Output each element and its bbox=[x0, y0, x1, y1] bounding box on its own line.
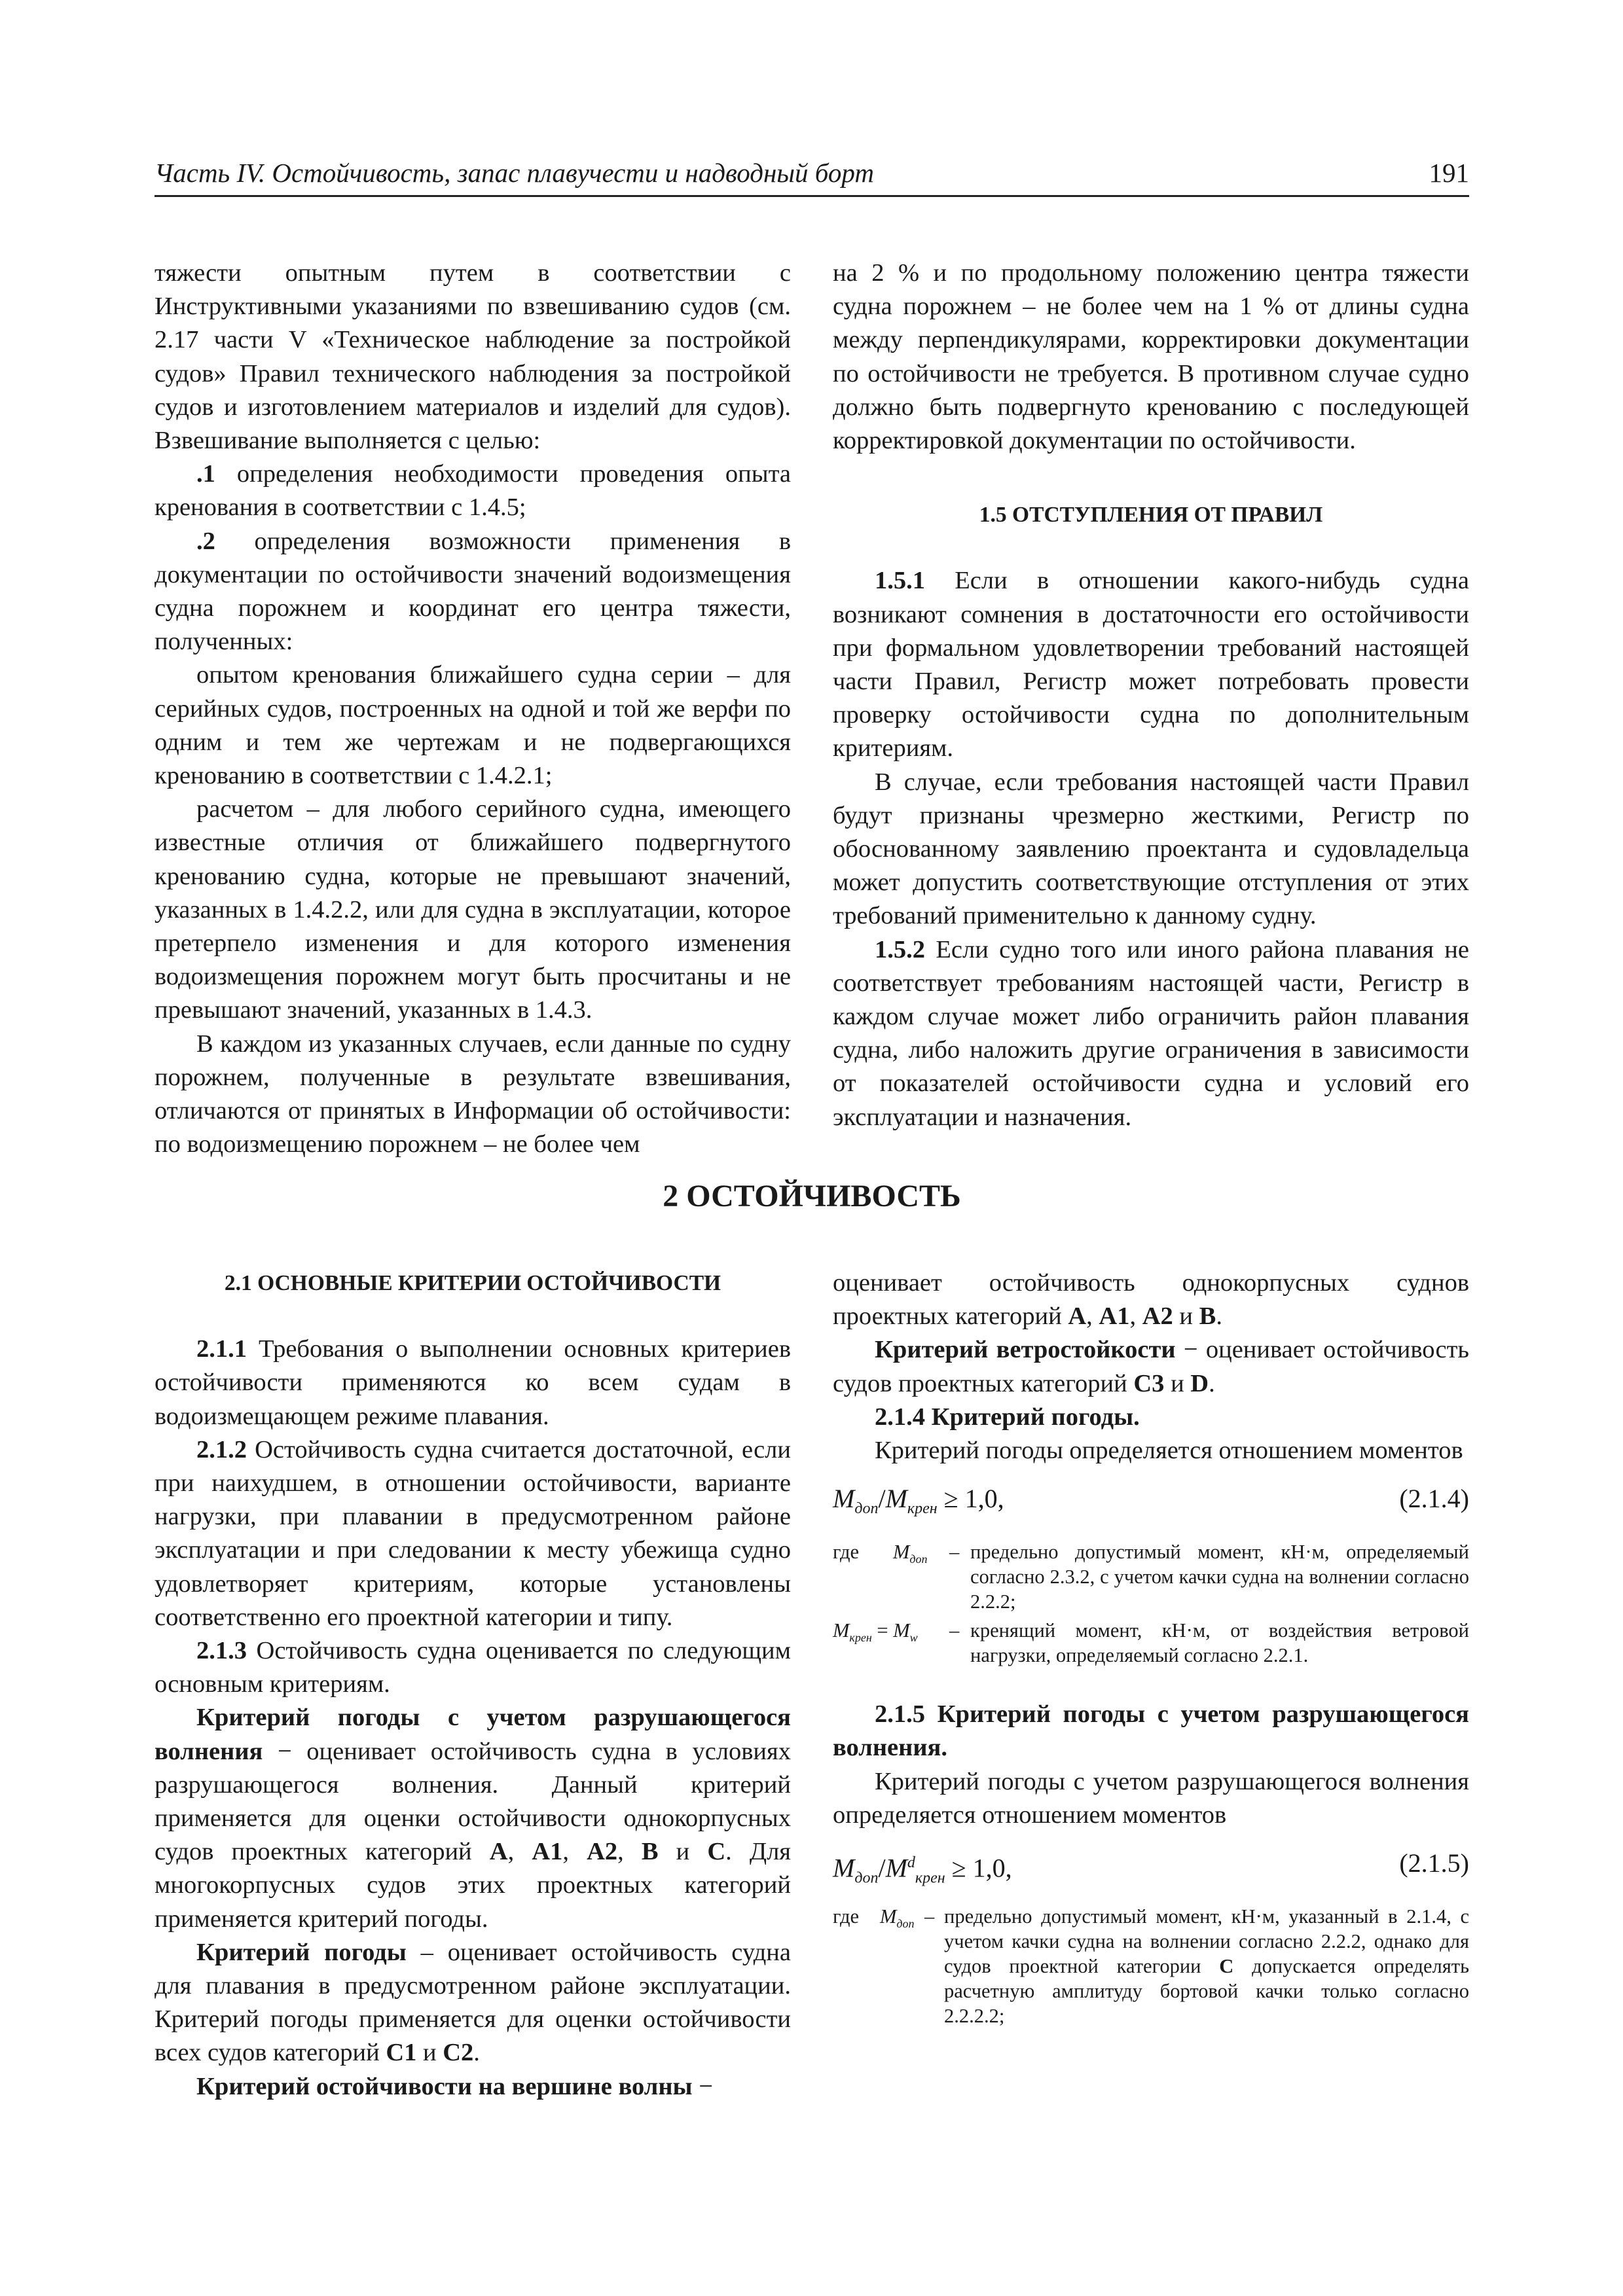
formula-symbol: M bbox=[833, 1853, 855, 1883]
formula-expression bbox=[833, 1846, 1012, 1895]
formula-subscript: w bbox=[909, 1631, 918, 1645]
formula-2-1-4 bbox=[833, 1482, 1469, 1520]
separator: . bbox=[1216, 1302, 1222, 1331]
separator: и bbox=[658, 1838, 708, 1866]
top-right-column bbox=[833, 257, 1469, 1134]
category-label: D bbox=[1190, 1369, 1209, 1397]
formula-2-1-5 bbox=[833, 1846, 1469, 1887]
category-label: A1 bbox=[1099, 1302, 1130, 1331]
formula-expression bbox=[833, 1482, 1004, 1526]
equation-number: (2.1.5) bbox=[1399, 1848, 1469, 1878]
where-symbol bbox=[833, 1618, 918, 1650]
category-label: B bbox=[641, 1838, 659, 1866]
separator: , bbox=[617, 1838, 642, 1866]
criterion-title: Критерий остойчивости на вершине волны bbox=[196, 2072, 693, 2100]
clause-number: 2.1.1 bbox=[196, 1335, 247, 1363]
separator: и bbox=[1164, 1369, 1191, 1397]
formula-symbol: M bbox=[833, 1619, 850, 1642]
clause-number: 2.1.2 bbox=[196, 1435, 247, 1463]
criterion-title: Критерий ветростойкости bbox=[875, 1336, 1176, 1364]
definition-text: предельно допустимый момент, кН·м, определяемый согласно 2.3.2, с учетом качки судна на волнении согласно 2.2.2; bbox=[970, 1541, 1469, 1613]
page-number: 191 bbox=[1429, 158, 1469, 188]
separator: , bbox=[1129, 1302, 1142, 1331]
formula-relation: ≥ 1,0, bbox=[937, 1484, 1004, 1514]
paragraph bbox=[155, 2070, 791, 2104]
separator: , bbox=[1086, 1302, 1099, 1331]
formula-operator: / bbox=[878, 1853, 886, 1883]
formula-symbol: M bbox=[880, 1905, 897, 1928]
list-item bbox=[155, 457, 791, 524]
paragraph bbox=[155, 1936, 791, 2070]
formula-subscript: доп bbox=[854, 1500, 879, 1518]
paragraph: расчетом – для любого серийного судна, имеющего известные отличия от ближайшего подвергнутого кренованию судна, которые не превышают значений, указанных в 1.4.2.2, или для судна в эксплуатации, которое претерпело изменения и для которого изменения водоизмещения порожнем могут быть просчитаны и не превышают значений, указанных в 1.4.3. bbox=[155, 795, 791, 1024]
clause-number: 2.1.3 bbox=[196, 1637, 247, 1665]
formula-subscript: крен bbox=[907, 1500, 938, 1518]
paragraph bbox=[833, 1266, 1469, 1333]
bottom-left-column bbox=[155, 1266, 791, 2104]
category-label: C bbox=[1219, 1955, 1234, 1978]
category-label: A bbox=[489, 1838, 508, 1866]
paragraph: на 2 % и по продольному положению центра тяжести судна порожнем – не более чем на 1 % от длины судна между перпендикулярами, корректировки документации по остойчивости не требуется. В противном случае судно должно быть подвергнуто кренованию с последующей корректировкой документации по остойчивости. bbox=[833, 259, 1469, 455]
clause-text: Если в отношении какого-нибудь судна возникают сомнения в достаточности его остойчивости при формальном удовлетворении требований настоящей части Правил, Регистр может потребовать провести проверку остойчивости судна по дополнительным критериям. bbox=[833, 567, 1469, 762]
category-label: C2 bbox=[443, 2039, 474, 2067]
where-word: где bbox=[833, 1905, 860, 1928]
separator: , bbox=[562, 1838, 587, 1866]
definition-text-part: допускается определять расчетную амплитуду бортовой качки только согласно 2.2.2.2; bbox=[944, 1955, 1469, 2028]
paragraph bbox=[833, 1698, 1469, 1765]
where-symbol bbox=[880, 1904, 915, 1936]
top-left-column bbox=[155, 257, 791, 1161]
separator: и bbox=[1173, 1302, 1199, 1331]
equation-number: (2.1.4) bbox=[1399, 1484, 1469, 1514]
formula-subscript: крен bbox=[915, 1869, 945, 1887]
separator: и bbox=[416, 2039, 443, 2067]
paragraph: В случае, если требования настоящей части Правил будут признаны чрезмерно жесткими, Регистр по обоснованному заявлению проектанта и судовладельца может допустить соответствующие отступления от этих требований применительно к данному судну. bbox=[833, 768, 1469, 930]
separator: , bbox=[507, 1838, 532, 1866]
clause-heading: 2.1.5 Критерий погоды с учетом разрушающегося волнения. bbox=[833, 1700, 1469, 1762]
formula-symbol: M bbox=[893, 1619, 910, 1642]
formula-subscript: доп bbox=[896, 1917, 915, 1931]
section-heading: 2.1 ОСНОВНЫЕ КРИТЕРИИ ОСТОЙЧИВОСТИ bbox=[224, 1271, 721, 1295]
definition-dash: – bbox=[949, 1541, 960, 1564]
clause-text: Если судно того или иного района плавания не соответствует требованиям настоящей части, Регистр в каждом случае может либо ограничить район плавания судна, либо наложить другие ограничения в зависимости от показателей остойчивости судна и условий его эксплуатации и назначения. bbox=[833, 935, 1469, 1131]
clause-text: Остойчивость судна оценивается по следующим основным критериям. bbox=[155, 1637, 791, 1698]
bottom-right-column bbox=[833, 1266, 1469, 2032]
where-definition bbox=[833, 1618, 1469, 1668]
criterion-text: . Для многокорпусных судов этих проектных категорий применяется критерий погоды. bbox=[155, 1838, 792, 1933]
clause-heading: 2.1.4 Критерий погоды. bbox=[875, 1403, 1140, 1431]
criterion-text: – оценивает остойчивость судна для плавания в предусмотренном районе эксплуатации. Критерий погоды применяется для оценки остойчивости всех судов категорий bbox=[155, 1938, 791, 2067]
where-word: где bbox=[833, 1541, 860, 1564]
paragraph: тяжести опытным путем в соответствии с Инструктивными указаниями по взвешиванию судов (см. 2.17 части V «Техническое наблюдение за постройкой судов» Правил технического наблюдения за постройкой судов и изготовлением материалов и изделий для судов). Взвешивание выполняется с целью: bbox=[155, 259, 791, 455]
paragraph: В каждом из указанных случаев, если данные по судну порожнем, полученные в результате взвешивания, отличаются от принятых в Информации об остойчивости: по водоизмещению порожнем – не более чем bbox=[155, 1030, 791, 1158]
item-text: определения возможности применения в документации по остойчивости значений водоизмещения судна порожнем и координат его центра тяжести, полученных: bbox=[155, 527, 791, 656]
category-label: A1 bbox=[532, 1838, 563, 1866]
paragraph bbox=[155, 1333, 791, 1433]
list-item bbox=[155, 525, 791, 659]
running-header bbox=[155, 154, 1469, 197]
where-definition bbox=[833, 1904, 1469, 2028]
item-number: .2 bbox=[196, 527, 215, 555]
criterion-title: Критерий погоды с учетом разрушающегося волнения bbox=[155, 1704, 791, 1765]
item-number: .1 bbox=[196, 460, 215, 488]
formula-operator: = bbox=[871, 1619, 894, 1642]
paragraph bbox=[833, 564, 1469, 765]
formula-relation: ≥ 1,0, bbox=[945, 1853, 1012, 1883]
criterion-text: − оценивает остойчивость судна в условиях разрушающегося волнения. Данный критерий применяется для оценки остойчивости однокорпусных судов проектных категорий bbox=[155, 1737, 791, 1866]
formula-symbol: M bbox=[833, 1484, 855, 1514]
criterion-text: оценивает остойчивость однокорпусных суднов проектных категорий bbox=[833, 1269, 1469, 1331]
definition-dash: – bbox=[949, 1619, 960, 1642]
paragraph bbox=[155, 1634, 791, 1701]
where-definition bbox=[833, 1539, 1469, 1614]
definition-text bbox=[944, 1904, 1469, 2028]
definition-text-part: предельно допустимый момент, кН·м, указанный в 2.1.4, с учетом качки судна на волнении согласно 2.2.2, однако для судов проектной категории bbox=[944, 1905, 1469, 1978]
definition-dash: – bbox=[924, 1905, 935, 1928]
category-label: A bbox=[1068, 1302, 1087, 1331]
separator: . bbox=[1209, 1369, 1215, 1397]
clause-text: Остойчивость судна считается достаточной, если при наихудшем, в отношении остойчивости, варианте нагрузки, при плавании в предусмотренном районе эксплуатации и при следовании к месту убежища судно удовлетворяет критериям, которые установлены соответственно его проектной категории и типу. bbox=[155, 1435, 791, 1631]
header-title: Часть IV. Остойчивость, запас плавучести и надводный борт bbox=[155, 158, 874, 188]
paragraph: Критерий погоды с учетом разрушающегося волнения определяется отношением моментов bbox=[833, 1767, 1469, 1829]
criterion-title: Критерий погоды bbox=[196, 1938, 407, 1966]
clause-number: 1.5.2 bbox=[875, 935, 925, 963]
criterion-text: − оценивает остойчивость судов проектных категорий bbox=[833, 1336, 1469, 1397]
clause-number: 1.5.1 bbox=[875, 567, 925, 595]
chapter-heading: 2 ОСТОЙЧИВОСТЬ bbox=[663, 1179, 961, 1213]
paragraph bbox=[155, 1701, 791, 1935]
paragraph: Критерий погоды определяется отношением моментов bbox=[875, 1437, 1463, 1465]
formula-subscript: доп bbox=[909, 1552, 928, 1566]
paragraph: опытом кренования ближайшего судна серии – для серийных судов, построенных на одной и той же верфи по одним и тем же чертежам и не подвергающихся кренованию в соответствии с 1.4.2.1; bbox=[155, 661, 791, 790]
paragraph bbox=[833, 1333, 1469, 1400]
section-heading: 1.5 ОТСТУПЛЕНИЯ ОТ ПРАВИЛ bbox=[979, 503, 1323, 528]
formula-symbol: M bbox=[893, 1541, 910, 1564]
paragraph bbox=[833, 933, 1469, 1134]
definition-text: кренящий момент, кН·м, от воздействия ветровой нагрузки, определяемый согласно 2.2.1. bbox=[970, 1619, 1469, 1667]
formula-subscript: крен bbox=[849, 1631, 872, 1645]
where-symbol bbox=[893, 1539, 928, 1571]
paragraph bbox=[155, 1433, 791, 1634]
formula-symbol: M bbox=[885, 1853, 907, 1883]
paragraph bbox=[833, 1401, 1469, 1434]
formula-subscript: доп bbox=[854, 1869, 879, 1887]
category-label: A2 bbox=[587, 1838, 618, 1866]
formula-operator: / bbox=[878, 1484, 886, 1514]
criterion-text: − bbox=[692, 2072, 713, 2100]
clause-text: Требования о выполнении основных критериев остойчивости применяются ко всем судам в водоизмещающем режиме плавания. bbox=[155, 1335, 791, 1430]
formula-superscript: d bbox=[907, 1854, 915, 1872]
category-label: C bbox=[707, 1838, 726, 1866]
category-label: C3 bbox=[1133, 1369, 1165, 1397]
formula-symbol: M bbox=[885, 1484, 907, 1514]
spacer bbox=[833, 1672, 1469, 1698]
item-text: определения необходимости проведения опыта кренования в соответствии с 1.4.5; bbox=[155, 460, 791, 522]
category-label: A2 bbox=[1142, 1302, 1173, 1331]
category-label: B bbox=[1199, 1302, 1216, 1331]
category-label: C1 bbox=[386, 2039, 417, 2067]
separator: . bbox=[473, 2039, 480, 2067]
